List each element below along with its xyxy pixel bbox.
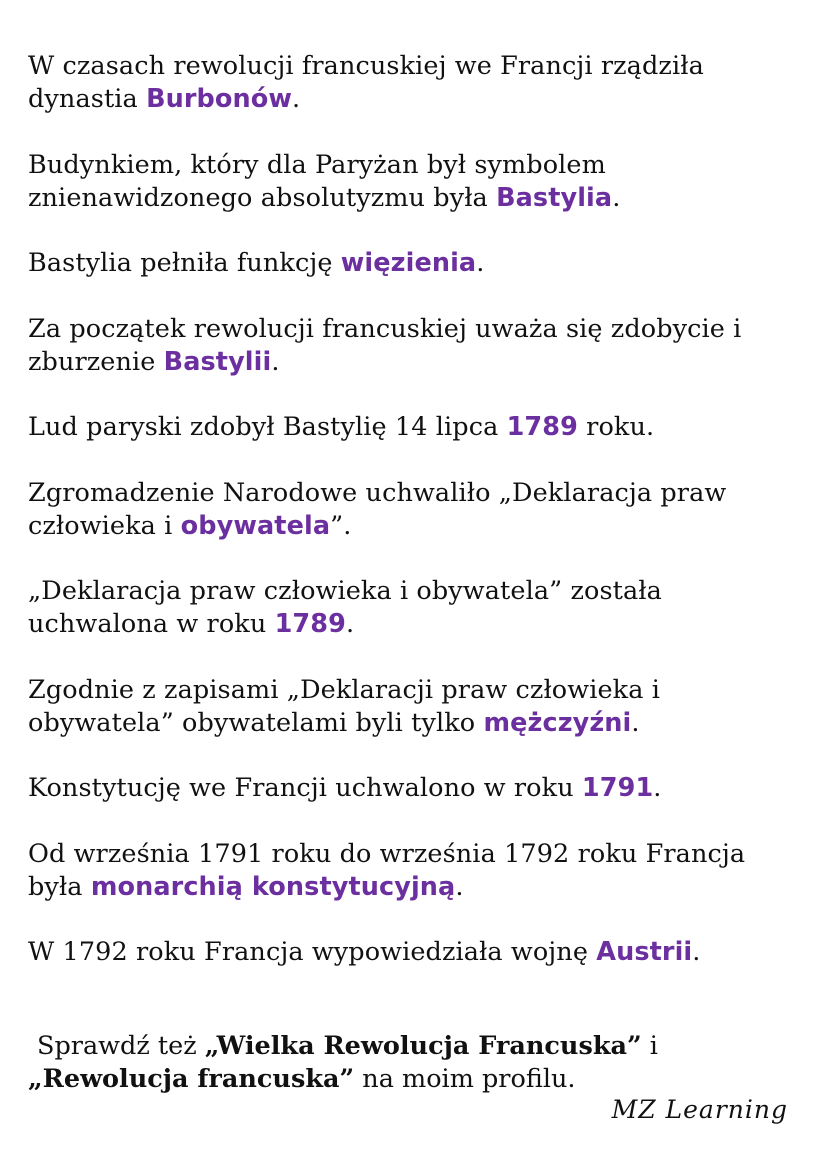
highlight-term: 1789 bbox=[274, 609, 346, 639]
facts-list bbox=[28, 50, 808, 1002]
highlight-term: więzienia bbox=[340, 248, 477, 278]
fact-paragraph: Za początek rewolucji francuskiej uważa się zdobycie i zburzenie Bastylii. bbox=[28, 313, 742, 377]
fact-paragraph: Budynkiem, który dla Paryżan był symbolem znienawidzonego absolutyzmu była Bastylia. bbox=[28, 149, 621, 213]
fact-paragraph: Zgodnie z zapisami „Deklaracji praw człowieka i obywatela” obywatelami byli tylko mężczyźni. bbox=[28, 674, 660, 738]
highlight-term: Austrii bbox=[596, 937, 693, 967]
fact-paragraph: „Deklaracja praw człowieka i obywatela” została uchwalona w roku 1789. bbox=[28, 576, 662, 639]
highlight-term: Bastylia bbox=[496, 182, 613, 213]
highlight-term: Bastylii bbox=[163, 346, 272, 377]
fact-paragraph: W czasach rewolucji francuskiej we Francji rządziła dynastia Burbonów. bbox=[28, 51, 704, 114]
fact-paragraph: W 1792 roku Francja wypowiedziała wojnę Austrii. bbox=[28, 937, 701, 967]
highlight-term: 1791 bbox=[581, 773, 654, 803]
highlight-term: mężczyźni bbox=[483, 707, 632, 738]
highlight-term: 1789 bbox=[506, 412, 578, 442]
fact-paragraph: Konstytucję we Francji uchwalono w roku 1791. bbox=[28, 773, 662, 803]
highlight-term: obywatela bbox=[180, 510, 331, 541]
footer-line-1: Sprawdź też „Wielka Rewolucja Francuska” i bbox=[37, 1031, 658, 1061]
footer-note bbox=[28, 1030, 808, 1096]
fact-paragraph: Lud paryski zdobył Bastylię 14 lipca 1789 roku. bbox=[28, 412, 655, 442]
footer-line-2: „Rewolucja francuska” na moim profilu. bbox=[28, 1064, 576, 1094]
signature: MZ Learning bbox=[611, 1095, 788, 1124]
fact-paragraph: Bastylia pełniła funkcję więzienia. bbox=[28, 248, 485, 278]
fact-paragraph: Od września 1791 roku do września 1792 roku Francja była monarchią konstytucyjną. bbox=[28, 838, 746, 902]
fact-paragraph: Zgromadzenie Narodowe uchwaliło „Deklaracja praw człowieka i obywatela”. bbox=[28, 477, 727, 541]
footer-title-1: „Wielka Rewolucja Francuska” bbox=[204, 1031, 642, 1061]
footer-title-2: „Rewolucja francuska” bbox=[28, 1064, 355, 1094]
highlight-term: monarchią konstytucyjną bbox=[90, 871, 456, 902]
highlight-term: Burbonów bbox=[146, 84, 293, 114]
